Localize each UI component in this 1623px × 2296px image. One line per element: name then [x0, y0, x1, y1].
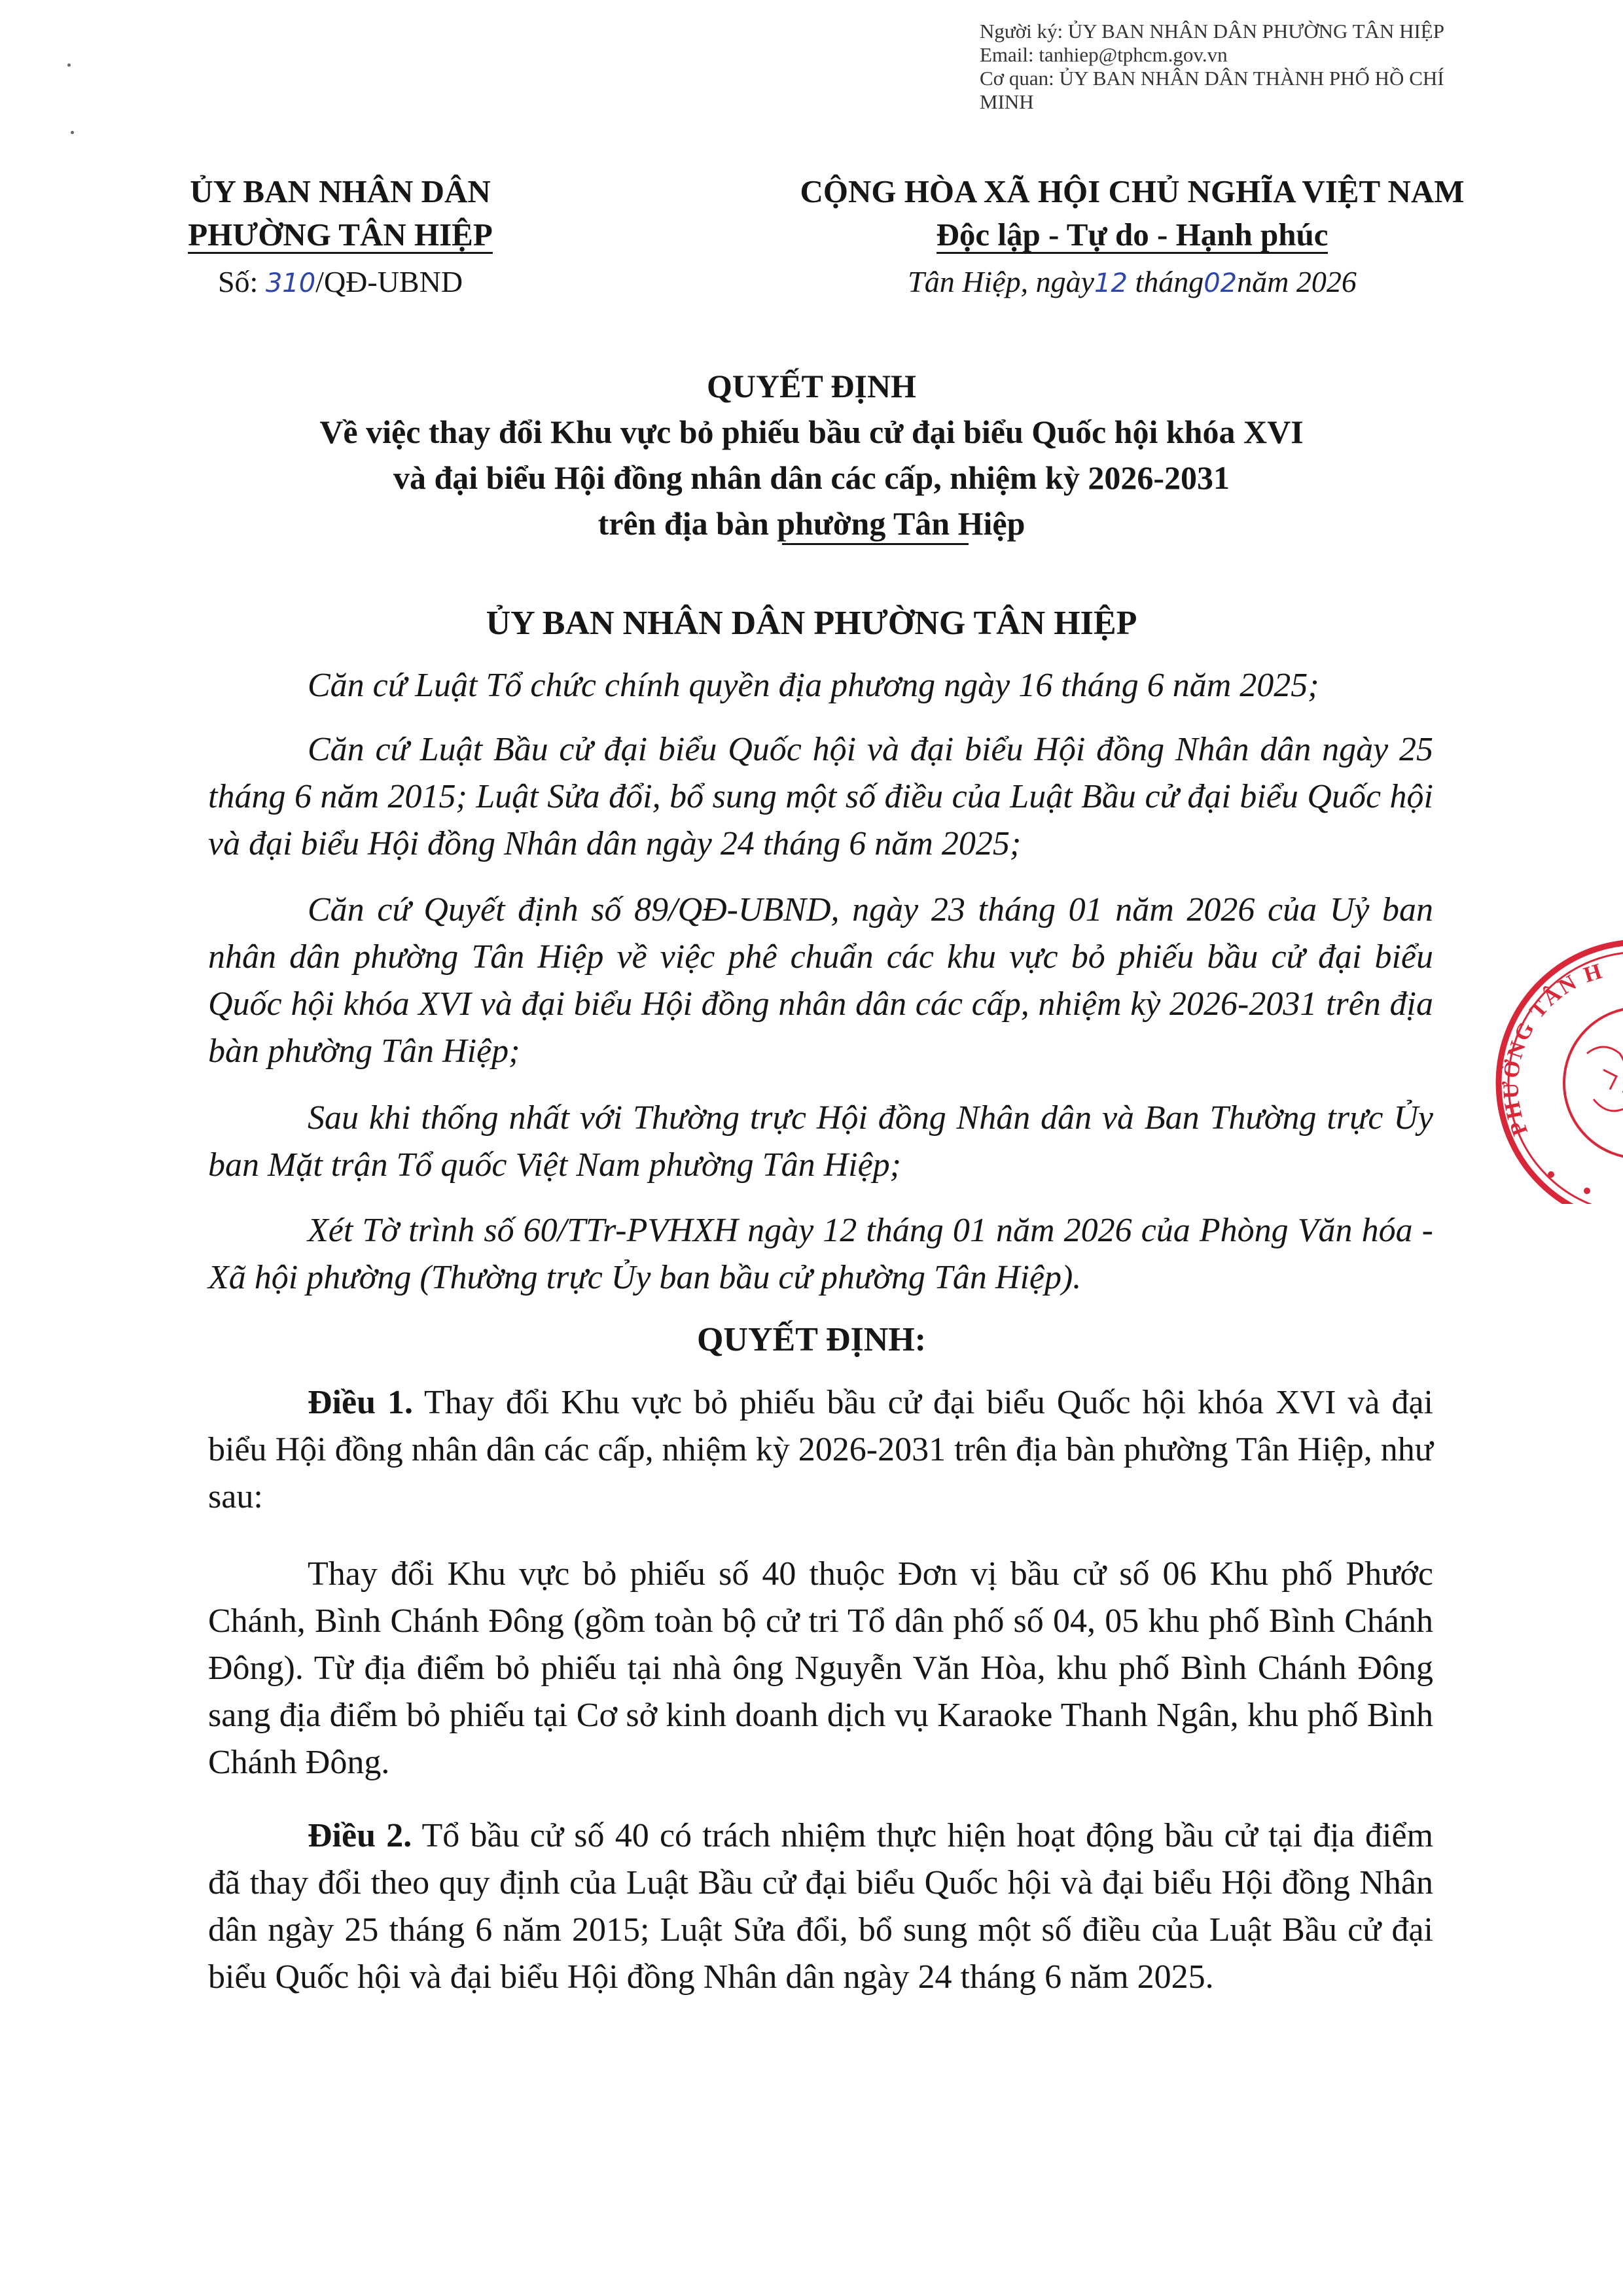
article-2-label: Điều 2.: [308, 1817, 412, 1854]
official-seal: [1489, 916, 1623, 1204]
article-1-text: Thay đổi Khu vực bỏ phiếu bầu cử đại biểu Quốc hội khóa XVI và đại biểu Hội đồng nhân dân các cấp, nhiệm kỳ 2026-2031 trên địa bàn phường Tân Hiệp, như sau:: [208, 1384, 1433, 1515]
scan-speck: [67, 63, 71, 67]
digital-signature-info: [980, 20, 1569, 114]
subject-line1: Về việc thay đổi Khu vực bỏ phiếu bầu cử đại biểu Quốc hội khóa XVI: [319, 414, 1304, 450]
handwritten-number: 310: [265, 268, 316, 298]
article-2: [208, 1812, 1433, 2001]
article-1-detail: Thay đổi Khu vực bỏ phiếu số 40 thuộc Đơn vị bầu cử số 06 Khu phố Phước Chánh, Bình Chánh Đông (gồm toàn bộ cử tri Tổ dân phố số 04, 05 khu phố Bình Chánh Đông). Từ địa điểm bỏ phiếu tại nhà ông Nguyễn Văn Hòa, khu phố Bình Chánh Đông sang địa điểm bỏ phiếu tại Cơ sở kinh doanh dịch vụ Karaoke Thanh Ngân, khu phố Bình Chánh Đông.: [208, 1555, 1433, 1781]
title-underline: [782, 543, 969, 545]
date-year: năm 2026: [1237, 265, 1357, 298]
subject-line2: và đại biểu Hội đồng nhân dân các cấp, nhiệm kỳ 2026-2031: [393, 459, 1230, 496]
email-line: Email: tanhiep@tphcm.gov.vn: [980, 43, 1228, 66]
document-number: [157, 264, 524, 299]
legal-basis-1: Căn cứ Luật Tổ chức chính quyền địa phương ngày 16 tháng 6 năm 2025;: [308, 667, 1319, 704]
seal-graphic: [1489, 916, 1623, 1204]
document-type-heading: QUYẾT ĐỊNH: [707, 368, 916, 404]
scan-speck: [71, 131, 74, 134]
agency-line-continued: MINH: [980, 90, 1034, 113]
article-2-text: Tổ bầu cử số 40 có trách nhiệm thực hiện hoạt động bầu cử tại địa điểm đã thay đổi theo quy định của Luật Bầu cử đại biểu Quốc hội và đại biểu Hội đồng Nhân dân ngày 25 tháng 6 năm 2015; Luật Sửa đổi, bổ sung một số điều của Luật Bầu cử đại biểu Quốc hội và đại biểu Hội đồng Nhân dân ngày 24 tháng 6 năm 2025.: [208, 1817, 1434, 1996]
svg-text:PHƯỜNG TÂN H: [1499, 959, 1607, 1139]
number-suffix: /QĐ-UBND: [315, 265, 463, 298]
national-motto: Độc lập - Tự do - Hạnh phúc: [936, 213, 1329, 256]
issue-date: [713, 264, 1551, 299]
article-1: [208, 1379, 1433, 1521]
signer-line: Người ký: ỦY BAN NHÂN DÂN PHƯỜNG TÂN HIỆP: [980, 20, 1444, 43]
handwritten-month: 02: [1204, 268, 1238, 298]
decision-heading: QUYẾT ĐỊNH:: [696, 1321, 927, 1358]
authority-heading: ỦY BAN NHÂN DÂN PHƯỜNG TÂN HIỆP: [486, 605, 1137, 642]
date-place: Tân Hiệp, ngày: [908, 265, 1095, 298]
nation-name: CỘNG HÒA XÃ HỘI CHỦ NGHĨA VIỆT NAM: [800, 173, 1465, 209]
date-month-label: tháng: [1135, 265, 1204, 298]
agency-line: Cơ quan: ỦY BAN NHÂN DÂN THÀNH PHỐ HỒ CHÍ: [980, 67, 1444, 90]
national-header: [713, 170, 1551, 256]
legal-basis-2: Căn cứ Luật Bầu cử đại biểu Quốc hội và đại biểu Hội đồng Nhân dân ngày 25 tháng 6 năm 2015; Luật Sửa đổi, bổ sung một số điều của Luật Bầu cử đại biểu Quốc hội và đại biểu Hội đồng Nhân dân ngày 24 tháng 6 năm 2025;: [208, 731, 1433, 862]
seal-text: PHƯỜNG TÂN H: [1499, 959, 1607, 1139]
agency-name-line2: PHƯỜNG TÂN HIỆP: [188, 213, 493, 256]
legal-basis-4: Sau khi thống nhất với Thường trực Hội đồng Nhân dân và Ban Thường trực Ủy ban Mặt trận Tổ quốc Việt Nam phường Tân Hiệp;: [208, 1099, 1433, 1184]
legal-basis-5: Xét Tờ trình số 60/TTr-PVHXH ngày 12 tháng 01 năm 2026 của Phòng Văn hóa - Xã hội phường (Thường trực Ủy ban bầu cử phường Tân Hiệp).: [208, 1212, 1433, 1296]
issuing-agency: [157, 170, 524, 256]
legal-basis-3: Căn cứ Quyết định số 89/QĐ-UBND, ngày 23 tháng 01 năm 2026 của Uỷ ban nhân dân phường Tân Hiệp về việc phê chuẩn các khu vực bỏ phiếu bầu cử đại biểu Quốc hội khóa XVI và đại biểu Hội đồng nhân dân các cấp, nhiệm kỳ 2026-2031 trên địa bàn phường Tân Hiệp;: [208, 891, 1433, 1070]
handwritten-day: 12: [1094, 268, 1128, 298]
number-prefix: Số:: [217, 265, 259, 298]
subject-line3: trên địa bàn phường Tân Hiệp: [597, 505, 1026, 542]
article-1-label: Điều 1.: [308, 1384, 413, 1421]
agency-name-line1: ỦY BAN NHÂN DÂN: [190, 173, 491, 209]
